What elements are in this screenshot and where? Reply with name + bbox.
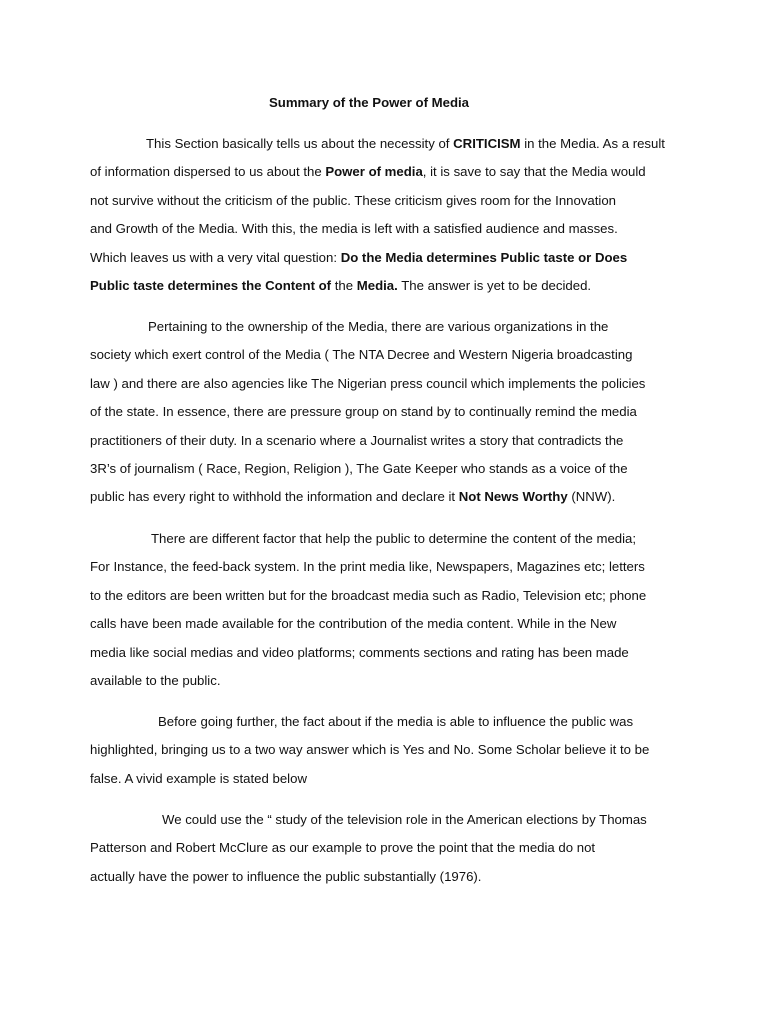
text-run: media like social medias and video platforms; comments sections and rating has been made: [90, 644, 629, 660]
text-line: [90, 130, 686, 158]
text-line: [90, 582, 686, 610]
text-line: [90, 553, 686, 581]
text-line: [90, 244, 686, 272]
text-run: law ) and there are also agencies like The Nigerian press council which implements the policies: [90, 375, 646, 391]
text-run: the: [331, 277, 357, 293]
document-title: Summary of the Power of Media: [268, 95, 470, 110]
text-run: available to the public.: [90, 672, 221, 688]
text-run: Which leaves us with a very vital question:: [90, 249, 341, 265]
text-run: For Instance, the feed-back system. In the print media like, Newspapers, Magazines etc; letters: [90, 559, 645, 575]
text-run: of the state. In essence, there are pressure group on stand by to continually remind the media: [90, 404, 637, 420]
text-run: highlighted, bringing us to a two way answer which is Yes and No. Some Scholar believe it to be: [90, 742, 650, 758]
text-line: [90, 863, 686, 891]
text-run: There are different factor that help the public to determine the content of the media;: [151, 531, 637, 546]
paragraph-feedback: [90, 525, 686, 695]
text-line: [90, 215, 686, 243]
paragraph-influence: [90, 708, 686, 793]
text-run: to the editors are been written but for the broadcast media such as Radio, Television etc; phone: [90, 587, 647, 603]
text-line: [90, 398, 686, 426]
text-run: The answer is yet to be decided.: [397, 277, 592, 293]
paragraph-ownership: [90, 313, 686, 512]
bold-text-run: Public taste determines the Content of: [90, 277, 332, 293]
text-line: [90, 834, 686, 862]
text-run: of information dispersed to us about the: [90, 164, 326, 180]
text-run: Patterson and Robert McClure as our example to prove the point that the media do not: [90, 840, 596, 856]
text-line: [90, 455, 686, 483]
text-run: actually have the power to influence the public substantially (1976).: [90, 868, 482, 884]
bold-text-run: CRITICISM: [453, 136, 521, 151]
paragraph-criticism: [90, 130, 686, 300]
text-run: not survive without the criticism of the public. These criticism gives room for the Innovation: [90, 192, 617, 208]
text-line: [90, 187, 686, 215]
text-run: Before going further, the fact about if the media is able to influence the public was: [158, 714, 634, 729]
text-run: public has every right to withhold the information and declare it: [90, 489, 459, 505]
text-line: [90, 427, 686, 455]
paragraph-example: [90, 806, 686, 891]
text-run: 3R’s of journalism ( Race, Region, Religion ), The Gate Keeper who stands as a voice of the: [90, 460, 628, 476]
text-line: [90, 639, 686, 667]
text-run: (NNW).: [567, 489, 616, 505]
text-run: false. A vivid example is stated below: [90, 770, 307, 786]
text-run: Pertaining to the ownership of the Media, there are various organizations in the: [148, 319, 609, 334]
text-line: [90, 708, 686, 736]
text-line: [90, 765, 686, 793]
text-line: [90, 525, 686, 553]
text-line: [90, 806, 686, 834]
text-run: , it is save to say that the Media would: [422, 164, 646, 180]
text-line: [90, 736, 686, 764]
text-run: practitioners of their duty. In a scenario where a Journalist writes a story that contradicts the: [90, 432, 624, 448]
text-line: [90, 313, 686, 341]
text-line: [90, 341, 686, 369]
text-line: [90, 667, 686, 695]
text-run: in the Media. As a result: [520, 136, 665, 151]
text-line: [90, 370, 686, 398]
bold-text-run: Not News Worthy: [458, 489, 568, 505]
text-run: This Section basically tells us about the necessity of: [146, 136, 454, 151]
bold-text-run: Power of media: [325, 164, 423, 180]
bold-text-run: Do the Media determines Public taste or Does: [340, 249, 628, 265]
text-run: We could use the “ study of the television role in the American elections by Thomas: [162, 812, 647, 827]
text-run: calls have been made available for the contribution of the media content. While in the New: [90, 616, 617, 632]
bold-text-run: Media.: [356, 277, 398, 293]
text-line: [90, 272, 686, 300]
text-line: [90, 483, 686, 511]
text-line: [90, 610, 686, 638]
text-run: society which exert control of the Media ( The NTA Decree and Western Nigeria broadcasting: [90, 347, 633, 363]
text-line: [90, 158, 686, 186]
text-run: and Growth of the Media. With this, the media is left with a satisfied audience and masses.: [90, 221, 618, 237]
